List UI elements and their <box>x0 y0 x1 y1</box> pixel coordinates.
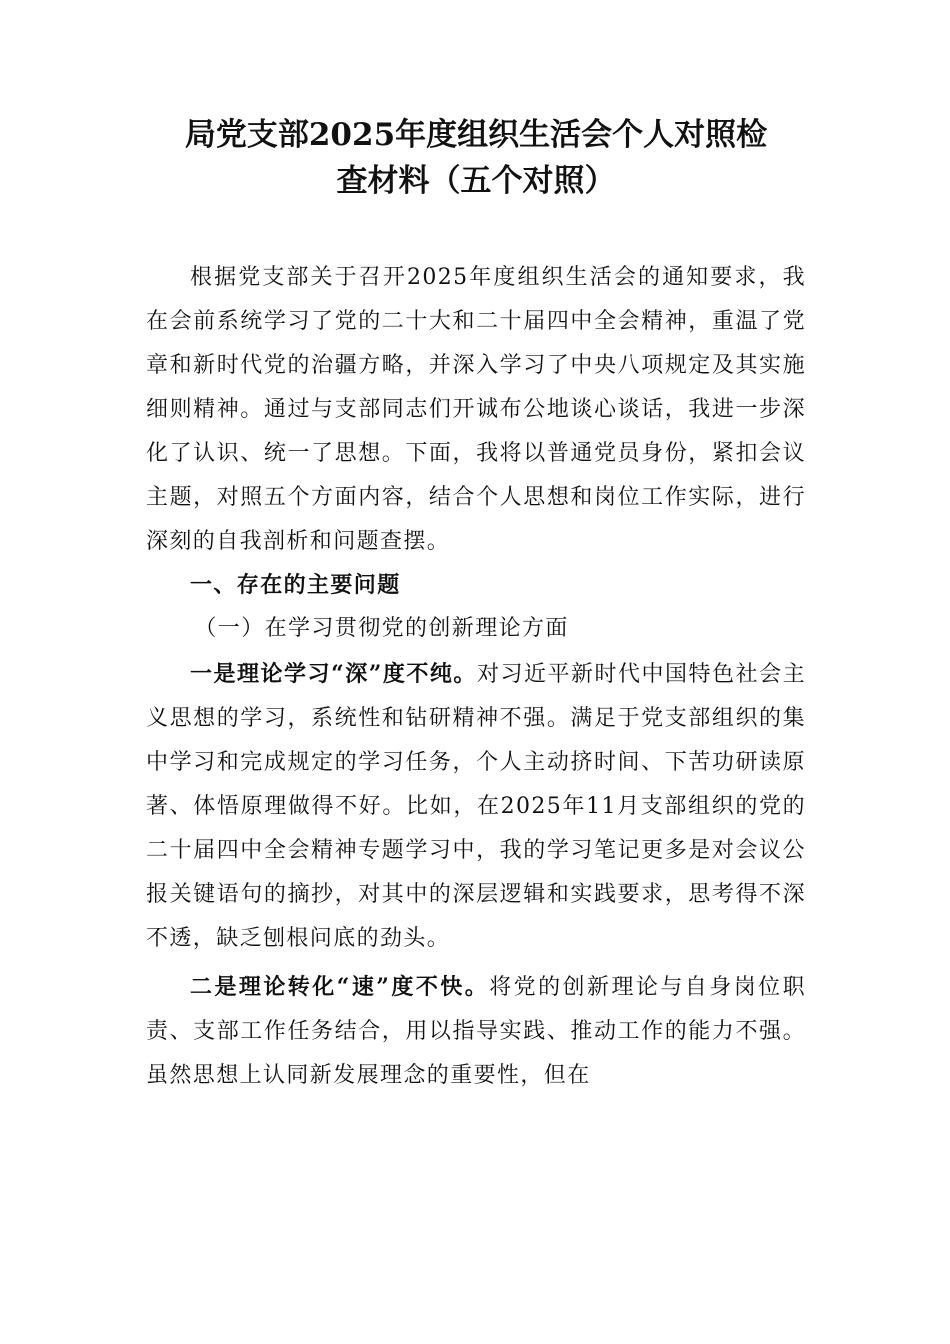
point-1-text: 对习近平新时代中国特色社会主义思想的学习，系统性和钻研精神不强。满足于党支部组织的集中学习和完成规定的学习任务，个人主动挤时间、下苦功研读原著、体悟原理做得不好。比如，在2025年11月支部组织的党的二十届四中全会精神专题学习中，我的学习笔记更多是对会议公报关键语句的摘抄，对其中的深层逻辑和实践要求，思考得不深不透，缺乏刨根问底的劲头。 <box>146 662 806 951</box>
document-title <box>146 112 806 204</box>
document-body <box>146 256 806 1098</box>
point-2-paragraph <box>146 965 806 1098</box>
document-page <box>146 112 806 1098</box>
title-line-1: 局党支部2025年度组织生活会个人对照检 <box>184 117 768 153</box>
title-line-2: 查材料（五个对照） <box>336 163 616 199</box>
point-2-lead: 二是理论转化“速”度不快。 <box>190 974 490 1000</box>
intro-paragraph: 根据党支部关于召开2025年度组织生活会的通知要求，我在会前系统学习了党的二十大和二十届四中全会精神，重温了党章和新时代党的治疆方略，并深入学习了中央八项规定及其实施细则精神。通过与支部同志们开诚布公地谈心谈话，我进一步深化了认识、统一了思想。下面，我将以普通党员身份，紧扣会议主题，对照五个方面内容，结合个人思想和岗位工作实际，进行深刻的自我剖析和问题查摆。 <box>146 265 806 554</box>
subsection-heading-1: （一）在学习贯彻党的创新理论方面 <box>194 616 569 641</box>
point-2-text: 将党的创新理论与自身岗位职责、支部工作任务结合，用以指导实践、推动工作的能力不强。虽然思想上认同新发展理念的重要性，但在 <box>146 975 807 1088</box>
point-1-paragraph <box>146 652 806 961</box>
point-1-lead: 一是理论学习“深”度不纯。 <box>190 661 477 687</box>
section-heading-1: 一、存在的主要问题 <box>190 572 401 598</box>
